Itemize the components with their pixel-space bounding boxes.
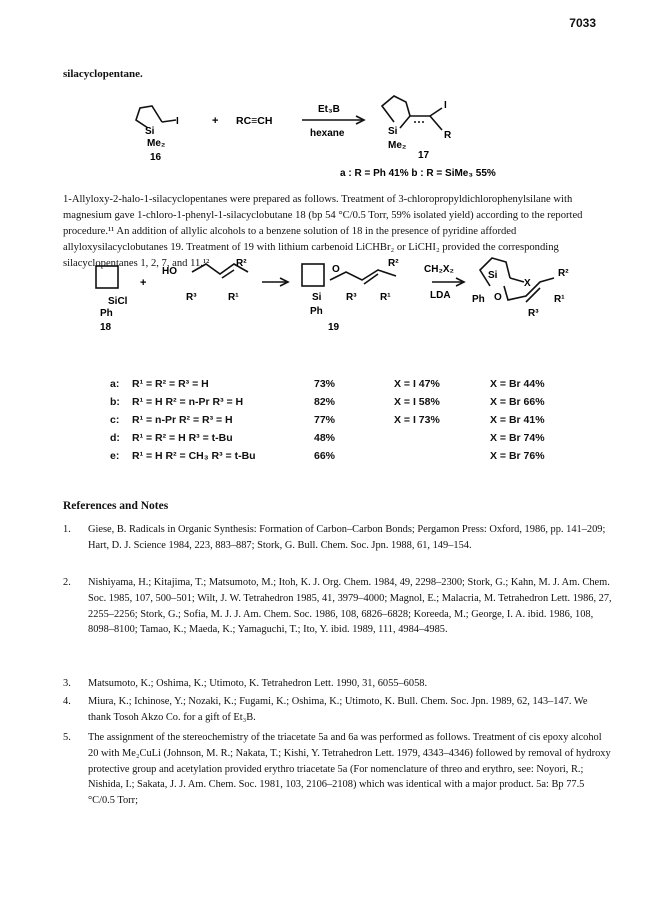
reference-number: 4. (63, 696, 71, 707)
iodine-label-17: I (444, 100, 447, 111)
ph-label-18: Ph (100, 308, 113, 319)
scheme-1-yields: a : R = Ph 41% b : R = SiMe₃ 55% (340, 168, 496, 179)
scheme-2 (84, 252, 584, 368)
si-label-17: Si (388, 126, 398, 137)
cyclobutane-ring-19 (302, 264, 324, 286)
row-label: b: (110, 396, 120, 408)
plus-sign-2: + (140, 277, 147, 289)
compound-19-label: 19 (328, 322, 340, 333)
reagent-bottom-2: LDA (430, 290, 451, 301)
ho-label: HO (162, 266, 177, 277)
row-label: c: (110, 414, 120, 426)
reference-item (63, 575, 613, 638)
reference-number: 3. (63, 678, 71, 689)
reference-number: 5. (63, 732, 71, 743)
row-yield-19: 73% (314, 378, 336, 390)
intro-fragment: silacyclopentane. (63, 68, 143, 80)
row-yield-19: 66% (314, 450, 336, 462)
row-yield-x-i: X = I 73% (394, 414, 440, 426)
iodine-label-16: I (176, 116, 179, 127)
me2-label-16: Me₂ (147, 138, 166, 149)
row-yield-19: 82% (314, 396, 336, 408)
compound-17-label: 17 (418, 150, 430, 161)
r1-label-19: R¹ (380, 292, 391, 303)
row-label: a: (110, 378, 120, 390)
reference-item (63, 676, 613, 692)
row-yield-x-i: X = I 47% (394, 378, 440, 390)
ph-label-product: Ph (472, 294, 485, 305)
page-number: 7033 (569, 16, 596, 30)
reference-text: The assignment of the stereochemistry of the triacetate 5a and 6a was performed as follows. Treatment of cis epoxy alcohol 20 with Me₂CuLi (Johnson, M. R.; Nakata, T.; Kishi, Y. Tetrahedron Lett. 1979, 4343–4346) followed by removal of hydroxy protective group and acetylation provided erythro triacetate 5a (For nomenclature of threo and erythro, see: Noyori, R.; Nishida, I.; Sakata, J. J. Am. Chem. Soc. 1981, 103, 2106–2108) which was identical with a major product. 5a: Bp 77.5 °C/0.5 Torr; (88, 732, 611, 807)
ring-17-bonds (382, 96, 410, 128)
r3-label-19: R³ (346, 292, 357, 303)
si-label-product: Si (488, 270, 498, 281)
table-row (110, 378, 580, 394)
reagent-top-2: CH₂X₂ (424, 264, 454, 275)
paragraph-allyloxy: 1-Allyloxy-2-halo-1-silacyclopentanes were prepared as follows. Treatment of 3-chloropropyldichlorophenylsilane with magnesium gave 1-chloro-1-phenyl-1-silacyclobutane 18 (bp 54 °C/0.5 Torr, 59% isolated yield) according to the reported procedure.¹¹ An addition of allylic alcohols to a benzene solution of 18 in the presence of pyridine afforded allyloxysilacyclobutanes 19. Treatment of 19 with lithium carbenoid LiCHBr₂ or LiCHI₂ provided the corresponding silacyclopentanes 1, 2, 7, and 11.¹² (63, 194, 583, 269)
row-substituents: R¹ = H R² = n-Pr R³ = H (132, 396, 244, 408)
conditions-top-1: Et₃B (318, 104, 340, 115)
row-substituents: R¹ = R² = H R³ = t-Bu (132, 432, 233, 444)
reference-text: Nishiyama, H.; Kitajima, T.; Matsumoto, M.; Itoh, K. J. Org. Chem. 1984, 49, 2298–2300; Stork, G.; Kahn, M. J. Am. Chem. Soc. 1985, 107, 500–501; Wilt, J. W. Tetrahedron 1985, 41, 3979–4000; Magnol, E.; Malacria, M. Tetrahedron Lett. 1986, 27, 2255–2256; Stork, G.; Sofia, M. J. J. Am. Chem. Soc. 1986, 108, 6826–6828; Koreeda, M.; George, I. A. ibid. 1986, 108, 8098–8100; Tamao, K.; Maeda, K.; Yamaguchi, T.; Ito, Y. ibid. 1989, 111, 4984–4985. (88, 577, 612, 636)
r2-label-product: R² (558, 268, 569, 279)
o-label-product: O (494, 292, 502, 303)
me2-label-17: Me₂ (388, 140, 407, 151)
reference-item (63, 694, 613, 726)
row-substituents: R¹ = H R² = CH₃ R³ = t-Bu (132, 450, 256, 462)
row-yield-x-i: X = I 58% (394, 396, 440, 408)
row-yield-x-br: X = Br 76% (490, 450, 545, 462)
r3-label-product: R³ (528, 308, 539, 319)
compound-16-label: 16 (150, 152, 162, 163)
reference-number: 1. (63, 524, 71, 535)
sicl-label: SiCl (108, 296, 128, 307)
table-row (110, 414, 580, 430)
reference-text: Miura, K.; Ichinose, Y.; Nozaki, K.; Fugami, K.; Oshima, K.; Utimoto, K. Bull. Chem. Soc. Jpn. 1989, 62, 143–147. We thank Tosoh Akzo Co. for a gift of Et₃B. (88, 696, 588, 723)
row-yield-x-br: X = Br 66% (490, 396, 545, 408)
r1-label-product: R¹ (554, 294, 565, 305)
r3-label-alcohol: R³ (186, 292, 197, 303)
row-label: e: (110, 450, 120, 462)
row-yield-19: 77% (314, 414, 336, 426)
row-substituents: R¹ = R² = R³ = H (132, 378, 209, 390)
reference-text: Giese, B. Radicals in Organic Synthesis: Formation of Carbon–Carbon Bonds; Pergamon Press: Oxford, 1986, pp. 141–209; Hart, D. J. Science 1984, 223, 883–887; Stork, G. Bull. Chem. Soc. Jpn. 1988, 61, 149–154. (88, 524, 606, 551)
reference-text: Matsumoto, K.; Oshima, K.; Utimoto, K. Tetrahedron Lett. 1990, 31, 6055–6058. (88, 678, 428, 689)
row-substituents: R¹ = n-Pr R² = R³ = H (132, 414, 233, 426)
row-yield-x-br: X = Br 41% (490, 414, 545, 426)
references-heading: References and Notes (63, 500, 169, 512)
c-r-bond-17 (430, 116, 442, 130)
reagent-alkyne: RC≡CH (236, 115, 273, 127)
allyloxy-chain-19 (330, 270, 396, 280)
table-row (110, 396, 580, 412)
r-label-17: R (444, 130, 452, 141)
table-row (110, 432, 580, 448)
alkene-double-bond-19 (364, 274, 378, 284)
si-label-16: Si (145, 126, 155, 137)
row-yield-19: 48% (314, 432, 336, 444)
o-label-19: O (332, 264, 340, 275)
r2-label-alcohol: R² (236, 258, 247, 269)
ring-16-bonds (136, 106, 162, 128)
row-label: d: (110, 432, 120, 444)
x-label-product: X (524, 278, 531, 289)
table-row (110, 450, 580, 466)
c-i-bond-17 (430, 108, 442, 116)
row-yield-x-br: X = Br 44% (490, 378, 545, 390)
scheme-1 (100, 92, 520, 188)
row-yield-x-br: X = Br 74% (490, 432, 545, 444)
reference-item (63, 522, 613, 554)
r1-label-alcohol: R¹ (228, 292, 239, 303)
reference-item (63, 730, 613, 809)
c-i-bond-16 (162, 120, 176, 122)
cyclobutane-ring-18 (96, 266, 118, 288)
c-x-bond (510, 278, 524, 282)
ph-label-19: Ph (310, 306, 323, 317)
compound-18-label: 18 (100, 322, 112, 333)
si-label-19: Si (312, 292, 322, 303)
r2-label-19: R² (388, 258, 399, 269)
reference-number: 2. (63, 577, 71, 588)
plus-sign-1: + (212, 115, 219, 127)
conditions-bottom-1: hexane (310, 128, 345, 139)
